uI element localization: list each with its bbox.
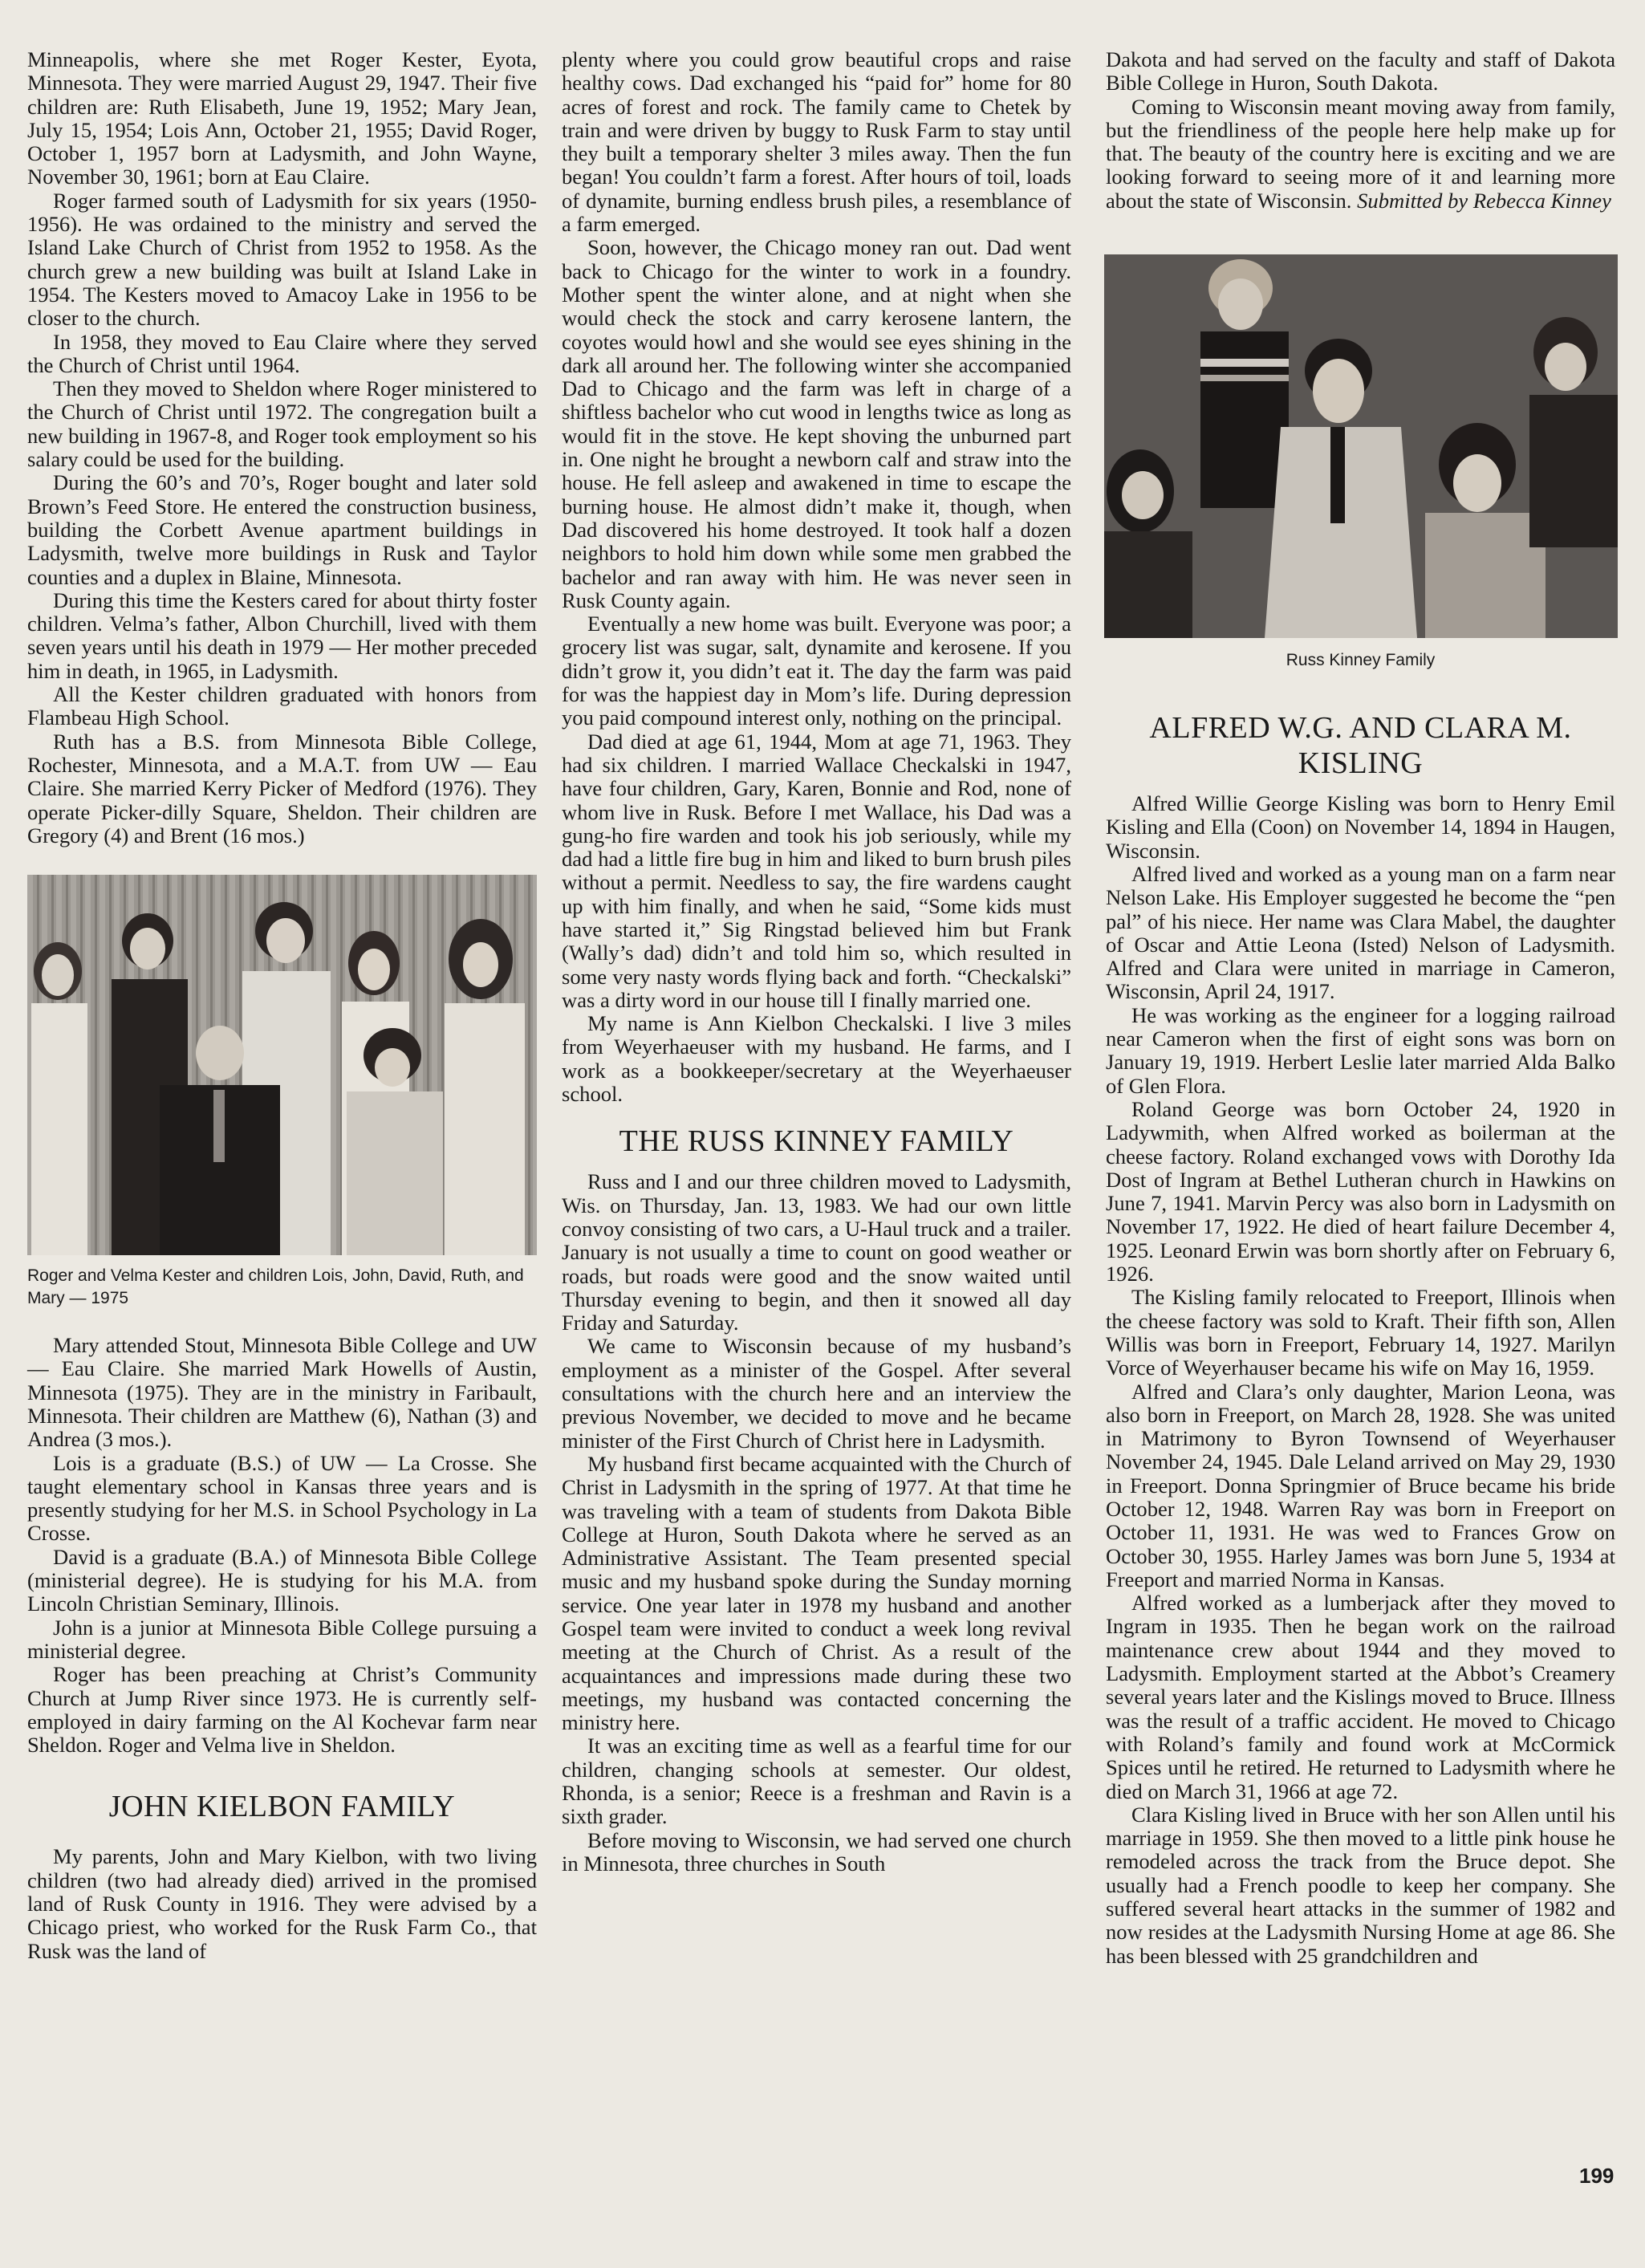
paragraph: Eventually a new home was built. Everyone was poor; a grocery list was sugar, salt, dynamite and kerosene. If you didn’t grow it, you didn’t eat it. The day the farm was paid for was the happiest day in Mom’s life. During depression you paid compound interest only, nothing on the principal. (562, 612, 1071, 730)
page-number: 199 (1579, 2164, 1615, 2188)
column-2 (562, 48, 1071, 1876)
paragraph: The Kisling family relocated to Freeport, Illinois when the cheese factory was sold to Kraft. Their fifth son, Allen Willis was born in Freeport, February 14, 1927. Marilyn Vorce of Weyerhauser became his wife on May 16, 1959. (1106, 1285, 1615, 1380)
kielbon-text-cont (562, 48, 1071, 1106)
paragraph: Then they moved to Sheldon where Roger ministered to the Church of Christ until 1972. The congregation built a new building in 1967-8, and Roger took employment so his salary could be used for the building. (27, 376, 537, 472)
paragraph: Soon, however, the Chicago money ran out. Dad went back to Chicago for the winter to work in a foundry. Mother spent the winter alone, and at night when she would check the stock and carry kerosene lantern, the coyotes would howl and she would see eyes shining in the dark all around her. The following winter she accompanied Dad to Chicago and the farm was left in charge of a shiftless bachelor who cut wood in lengths twice as long as would fit in the stove. He kept shoving the unburned part in. One night he brought a newborn calf and straw into the house. He fell asleep and awakened in time to escape the burning house. He almost didn’t make it, though, when Dad discovered his home destroyed. It took half a dozen neighbors to hold him down while some men grabbed the bachelor and ran away with him. He was never seen in Rusk County again. (562, 235, 1071, 612)
kielbon-text (27, 1845, 537, 1962)
paragraph: Russ and I and our three children moved to Ladysmith, Wis. on Thursday, Jan. 13, 1983. We had our own little convoy consisting of two cars, a U-Haul truck and a trailer. January is not usually a time to count on good weather or roads, but roads were good and the snow waited until Thursday evening to begin, and then it snowed all day Friday and Saturday. (562, 1169, 1071, 1335)
paragraph-text: Coming to Wisconsin meant moving away from family, but the friendliness of the people here help make up for that. The beauty of the country here is exciting and we are looking forward to seeing more of it and learning more about the state of Wisconsin. (1106, 94, 1615, 213)
section-heading-kielbon: JOHN KIELBON FAMILY (108, 1790, 456, 1824)
kinney-text (562, 1170, 1071, 1876)
submitted-by: Submitted by Rebecca Kinney (1357, 188, 1611, 213)
paragraph: During this time the Kesters cared for about thirty foster children. Velma’s father, Albon Churchill, lived with them seven years until his death in 1979 — Her mother preceded him in death, in 1965, in Ladysmith. (27, 587, 537, 683)
paragraph (1106, 96, 1615, 213)
paragraph: Alfred worked as a lumberjack after they moved to Ingram in 1935. Then he began work on the railroad maintenance crew about 1944 and they moved to Ladysmith. Employment started at the Abbot’s Creamery several years later and the Kislings moved to Bruce. Illness was the result of a traffic accident. He moved to Chicago with Roland’s family and found work at McCormick Spices until he retired. He returned to Ladysmith where he died on March 31, 1966 at age 72. (1106, 1591, 1615, 1803)
paragraph: David is a graduate (B.A.) of Minnesota Bible College (ministerial degree). He is studying for his M.A. from Lincoln Christian Seminary, Illinois. (27, 1544, 537, 1616)
paragraph: Roger has been preaching at Christ’s Community Church at Jump River since 1973. He is currently self-employed in dairy farming on the Al Kochevar farm near Sheldon. Roger and Velma live in Sheldon. (27, 1662, 537, 1758)
kinney-photo-image (1104, 254, 1618, 638)
kester-text-bottom (27, 1334, 537, 1757)
kester-photo-caption: Roger and Velma Kester and children Lois, John, David, Ruth, and Mary — 1975 (27, 1266, 524, 1308)
paragraph: My name is Ann Kielbon Checkalski. I live 3 miles from Weyerhaeuser with my husband. He farms, and I work as a bookkeeper/secretary at the Weyerhaeuser school. (562, 1011, 1071, 1107)
paragraph: Alfred lived and worked as a young man on a farm near Nelson Lake. His Employer suggested he become the “pen pal” of his niece. Her name was Clara Mabel, the daughter of Oscar and Attie Leona (Isted) Nelson of Ladysmith. Alfred and Clara were united in marriage in Cameron, Wisconsin, April 24, 1917. (1106, 861, 1615, 1004)
kester-text-top (27, 48, 537, 847)
kester-photo-image (27, 875, 537, 1255)
column-3 (1106, 48, 1615, 1968)
kinney-family-photo (1104, 254, 1618, 638)
paragraph: Lois is a graduate (B.S.) of UW — La Crosse. She taught elementary school in Kansas three years and is presently studying for her M.S. in School Psychology in La Crosse. (27, 1450, 537, 1546)
paragraph: We came to Wisconsin because of my husband’s employment as a minister of the Gospel. After several consultations with the church here and an interview the previous November, we decided to move and he became minister of the First Church of Christ here in Ladysmith. (562, 1334, 1071, 1453)
paragraph: All the Kester children graduated with honors from Flambeau High School. (27, 682, 537, 730)
paragraph: In 1958, they moved to Eau Claire where they served the Church of Christ until 1964. (27, 329, 537, 377)
column-1 (27, 48, 537, 1963)
section-heading-kinney: THE RUSS KINNEY FAMILY (619, 1124, 1014, 1159)
paragraph: My husband first became acquainted with the Church of Christ in Ladysmith in the spring of 1977. At that time he was traveling with a team of students from Dakota Bible College at Huron, South Dakota where he served as an Administrative Assistant. The Team presented special music and my husband spoke during the Sunday morning service. One year later in 1978 my husband and another Gospel team were invited to conduct a week long revival meeting at the Church of Christ. As a result of the acquaintances and impressions made during these two meetings, my husband was contacted concerning the ministry here. (562, 1451, 1071, 1735)
paragraph: John is a junior at Minnesota Bible College pursuing a ministerial degree. (27, 1615, 537, 1663)
paragraph: Clara Kisling lived in Bruce with her son Allen until his marriage in 1959. She then moved to a little pink house he remodeled across the track from the Bruce depot. She usually had a French poodle to keep her company. She suffered several heart attacks in the summer of 1982 and now resides at the Ladysmith Nursing Home at age 86. She has been blessed with 25 grandchildren and (1106, 1802, 1615, 1968)
kisling-text (1106, 792, 1615, 1968)
paragraph: Mary attended Stout, Minnesota Bible College and UW — Eau Claire. She married Mark Howells of Austin, Minnesota (1975). They are in the ministry in Faribault, Minnesota. Their children are Matthew (6), Nathan (3) and Andrea (3 mos.). (27, 1333, 537, 1452)
kester-family-photo (27, 875, 537, 1255)
paragraph: Alfred Willie George Kisling was born to Henry Emil Kisling and Ella (Coon) on November 14, 1894 in Haugen, Wisconsin. (1106, 791, 1615, 863)
paragraph: It was an exciting time as well as a fearful time for our children, changing schools at semester. Our oldest, Rhonda, is a senior; Reece is a freshman and Ravin is a sixth grader. (562, 1734, 1071, 1829)
paragraph: Dakota and had served on the faculty and staff of Dakota Bible College in Huron, South Dakota. (1106, 47, 1615, 96)
kinney-photo-caption: Russ Kinney Family (1286, 651, 1436, 670)
paragraph: My parents, John and Mary Kielbon, with two living children (two had already died) arrived in the promised land of Rusk County in 1916. They were advised by a Chicago priest, who worked for the Rusk Farm Co., that Rusk was the land of (27, 1844, 537, 1963)
kinney-text-cont (1106, 48, 1615, 213)
paragraph: Roger farmed south of Ladysmith for six years (1950-1956). He was ordained to the ministry and served the Island Lake Church of Christ from 1952 to 1958. As the church grew a new building was built at Island Lake in 1954. The Kesters moved to Amacoy Lake in 1956 to be closer to the church. (27, 188, 537, 331)
paragraph: During the 60’s and 70’s, Roger bought and later sold Brown’s Feed Store. He entered the construction business, building the Corbett Avenue apartment buildings in Ladysmith, twelve more buildings in Rusk and Taylor counties and a duplex in Blaine, Minnesota. (27, 470, 537, 589)
section-heading-kisling: ALFRED W.G. AND CLARA M. KISLING (1149, 711, 1572, 781)
paragraph: Minneapolis, where she met Roger Kester, Eyota, Minnesota. They were married August 29, 1947. Their five children are: Ruth Elisabeth, June 19, 1952; Mary Jean, July 15, 1954; Lois Ann, October 21, 1955; David Roger, October 1, 1957 born at Ladysmith, and John Wayne, November 30, 1961; born at Eau Claire. (27, 47, 537, 189)
paragraph: Alfred and Clara’s only daughter, Marion Leona, was also born in Freeport, on March 28, 1928. She was united in Matrimony to Byron Townsend of Weyerhauser November 24, 1945. Dale Leland arrived on May 29, 1930 in Freeport. Donna Springmier of Bruce became his bride October 12, 1948. Warren Ray was born in Freeport on October 11, 1931. He was wed to Frances Grow on October 30, 1955. Harley James was born June 5, 1934 at Freeport and married Norma in Kansas. (1106, 1379, 1615, 1591)
paragraph: Before moving to Wisconsin, we had served one church in Minnesota, three churches in South (562, 1827, 1071, 1876)
paragraph: Roland George was born October 24, 1920 in Ladywmith, when Alfred worked as boilerman at the cheese factory. Roland exchanged vows with Dorothy Ida Dost of Ingram at Bethel Lutheran church in Hawkins on June 7, 1941. Marvin Percy was also born in Ladysmith on November 17, 1922. He died of heart failure December 4, 1925. Leonard Erwin was born shortly after on February 6, 1926. (1106, 1096, 1615, 1286)
paragraph: Dad died at age 61, 1944, Mom at age 71, 1963. They had six children. I married Wallace Checkalski in 1947, have four children, Gary, Karen, Bonnie and Rod, none of whom live in Rusk. Before I met Wallace, his Dad was a gung-ho fire warden and took his job seriously, while my dad had a little fire bug in him and liked to burn brush piles without a permit. Needless to say, the fire wardens caught up with him finally, and when he said, “Some kids must have started it,” Sig Ringstad believed him but Frank (Wally’s dad) didn’t and told him so, which resulted in some very nasty words flying back and forth. “Checkalski” was a dirty word in our house till I finally married one. (562, 729, 1071, 1012)
paragraph: plenty where you could grow beautiful crops and raise healthy cows. Dad exchanged his “paid for” home for 80 acres of forest and rock. The family came to Chetek by train and were driven by buggy to Rusk Farm to stay until they built a temporary shelter 3 miles away. Then the fun began! You couldn’t farm a forest. After hours of toil, loads of dynamite, burning endless brush piles, a resemblance of a farm emerged. (562, 47, 1071, 237)
paragraph: Ruth has a B.S. from Minnesota Bible College, Rochester, Minnesota, and a M.A.T. from UW — Eau Claire. She married Kerry Picker of Medford (1976). They operate Picker-dilly Square, Sheldon. Their children are Gregory (4) and Brent (16 mos.) (27, 729, 537, 847)
paragraph: He was working as the engineer for a logging railroad near Cameron when the first of eight sons was born on January 19, 1919. Herbert Leslie later married Alda Balko of Glen Flora. (1106, 1002, 1615, 1098)
